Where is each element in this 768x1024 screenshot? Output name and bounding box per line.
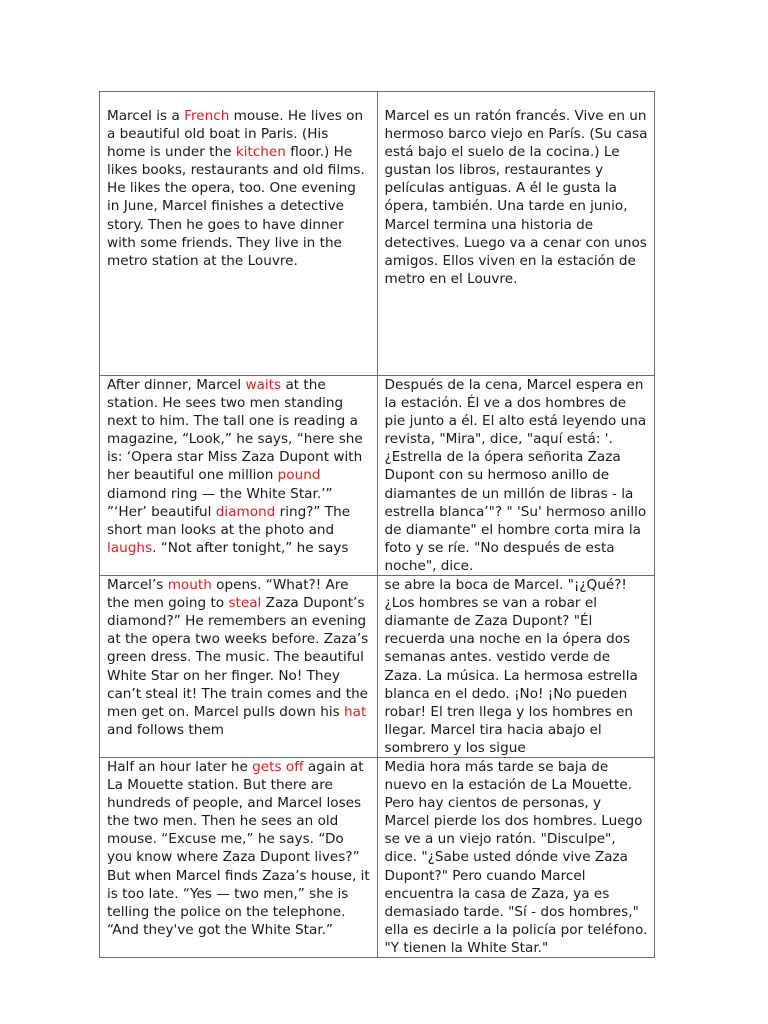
spanish-paragraph-cell: [377, 576, 655, 758]
spanish-text: Marcel es un ratón francés. Vive en un hermoso barco viejo en París. (Su casa está bajo el suelo de la cocina.) Le gustan los libros, restaurantes y películas antiguas. A él le gusta la ópera, también. Una tarde en junio, Marcel termina una historia de detectives. Luego va a cenar con unos amigos. Ellos viven en la estación de metro en el Louvre.: [384, 108, 648, 287]
vocab-highlight: diamond: [215, 503, 276, 520]
english-text: After dinner, Marcel: [107, 377, 246, 393]
english-text: opens. “What?! Are the men going to: [107, 577, 349, 612]
vocab-highlight: laughs: [107, 539, 153, 556]
vocab-highlight: kitchen: [235, 144, 286, 161]
english-text: and follows them: [107, 721, 224, 738]
spanish-text: se abre la boca de Marcel. "¡¿Qué?! ¿Los hombres se van a robar el diamante de Zaza Dupont? "Él recuerda una noche en la ópera dos semanas antes. vestido verde de Zaza. La música. La hermosa estrella blanca en el dedo. ¡No! ¡No pueden robar! El tren llega y los hombres en llegar. Marcel tira hacia abajo el sombrero y los sigue: [384, 577, 638, 756]
spanish-text: Media hora más tarde se baja de nuevo en la estación de La Mouette. Pero hay cientos de personas, y Marcel pierde los dos hombres. Luego se ve a un viejo ratón. "Disculpe", dice. "¿Sabe usted dónde vive Zaza Dupont?" Pero cuando Marcel encuentra la casa de Zaza, ya es demasiado tarde. "Sí - dos hombres," ella es decirle a la policía por teléfono. "Y tienen la White Star.": [384, 758, 648, 956]
vocab-highlight: French: [184, 108, 230, 124]
vocab-highlight: steal: [228, 595, 262, 612]
english-paragraph-cell: [100, 757, 378, 957]
spanish-paragraph-cell: [377, 92, 655, 376]
english-text: Marcel is a: [107, 108, 185, 124]
spanish-paragraph-cell: [377, 376, 655, 576]
english-text: diamond ring — the White Star.’” ”‘Her’ beautiful: [107, 485, 333, 520]
english-text: mouse. He lives on a beautiful old boat in Paris. (His home is under the: [107, 108, 364, 161]
vocab-highlight: gets off: [252, 758, 304, 775]
vocab-highlight: waits: [245, 377, 282, 393]
table-row: [100, 757, 655, 957]
spanish-paragraph-cell: [377, 757, 655, 957]
vocab-highlight: pound: [277, 467, 321, 484]
bilingual-story-table: [99, 91, 655, 958]
table-row: [100, 576, 655, 758]
table-row: [100, 92, 655, 376]
vocab-highlight: mouth: [167, 577, 212, 594]
english-paragraph-cell: [100, 376, 378, 576]
english-text: at the station. He sees two men standing next to him. The tall one is reading a magazine, “Look,” he says, “here she is: ‘Opera star Miss Zaza Dupont with her beautiful one million: [107, 377, 363, 484]
english-text: Half an hour later he: [107, 758, 253, 775]
english-paragraph-cell: [100, 92, 378, 376]
spanish-text: Después de la cena, Marcel espera en la estación. Él ve a dos hombres de pie junto a él. El alto está leyendo una revista, "Mira", dice, "aquí está: '. ¿Estrella de la ópera señorita Zaza Dupont con su hermoso anillo de diamantes de un millón de libras - la estrella blanca’"? " 'Su' hermoso anillo de diamante" el hombre corta mira la foto y se ríe. "No después de esta noche", dice.: [384, 377, 647, 574]
english-text: again at La Mouette station. But there are hundreds of people, and Marcel loses the two men. Then he sees an old mouse. “Excuse me,” he says. “Do you know where Zaza Dupont lives?” But when Marcel finds Zaza’s house, it is too late. “Yes — two men,” she is telling the police on the telephone. “And they've got the White Star.”: [107, 758, 370, 938]
english-text: Marcel’s: [107, 577, 168, 594]
english-text: ring?” The short man looks at the photo and: [107, 503, 351, 538]
english-text: Zaza Dupont’s diamond?” He remembers an evening at the opera two weeks before. Zaza’s green dress. The music. The beautiful White Star on her finger. No! They can’t steal it! The train comes and the men get on. Marcel pulls down his: [107, 595, 369, 720]
english-text: floor.) He likes books, restaurants and old films. He likes the opera, too. One evening in June, Marcel finishes a detective story. Then he goes to have dinner with some friends. They live in the metro station at the Louvre.: [107, 144, 365, 269]
vocab-highlight: hat: [344, 703, 367, 720]
english-paragraph-cell: [100, 576, 378, 758]
table-row: [100, 376, 655, 576]
english-text: . “Not after tonight,” he says: [152, 539, 349, 556]
